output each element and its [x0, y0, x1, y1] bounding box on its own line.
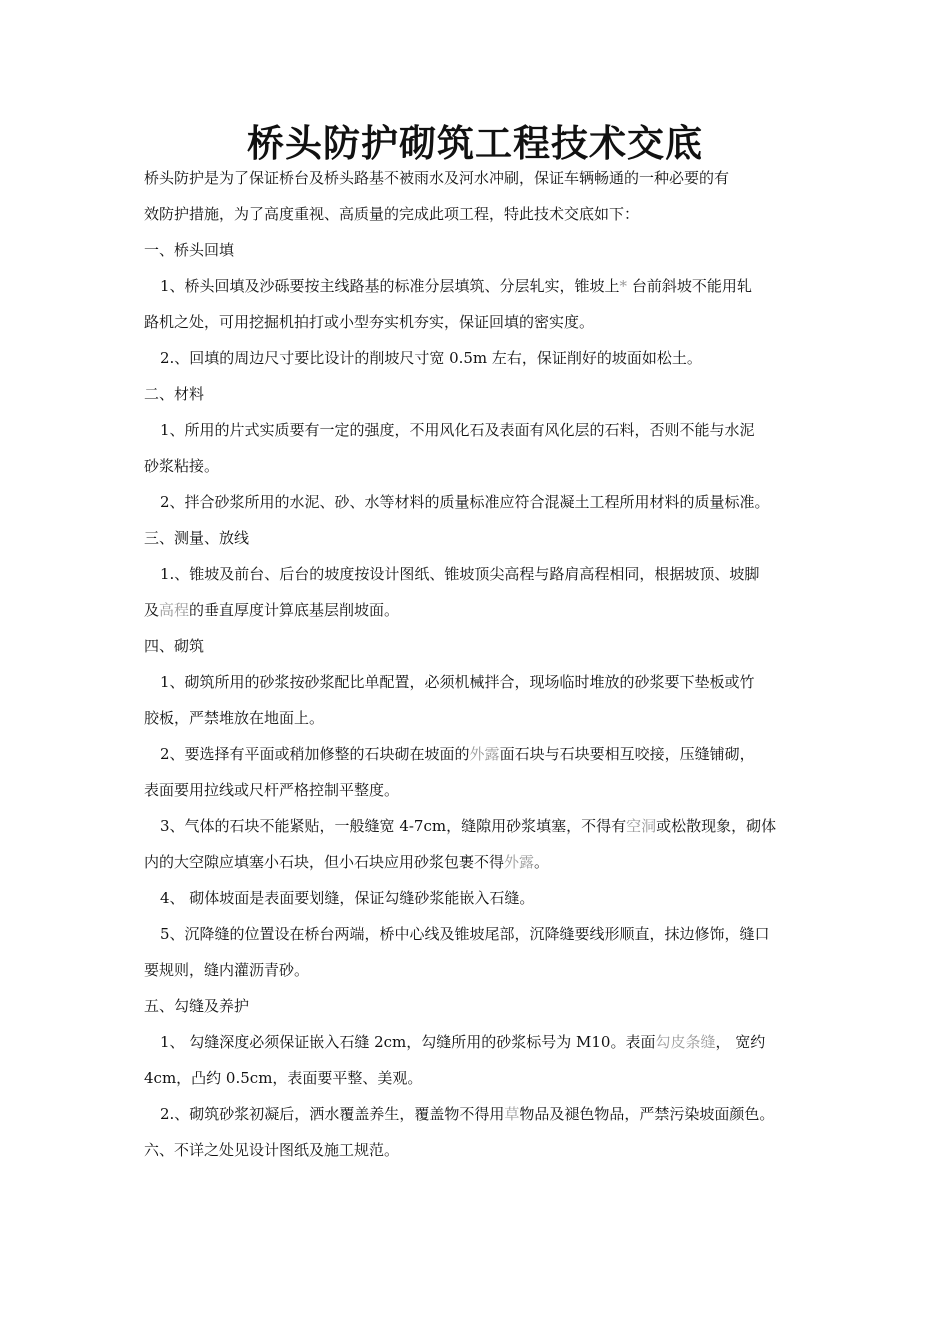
text-span: 2.、砌筑砂浆初凝后，洒水覆盖养生，覆盖物不得用	[160, 1105, 505, 1123]
text-span: 台前斜坡不能用轧	[627, 277, 752, 295]
text-line	[144, 376, 812, 412]
text-line	[144, 412, 812, 448]
text-span: ， 宽约	[715, 1033, 766, 1051]
text-span: 或松散现象，砌体	[656, 817, 777, 835]
text-span: 1、 勾缝深度必须保证嵌入石缝 2cm，勾缝所用的砂浆标号为 M10。表面	[160, 1033, 656, 1051]
grey-text-span: 外露	[504, 853, 535, 871]
text-span: 表面要用拉线或尺杆严格控制平整度。	[144, 781, 400, 799]
text-span: 2、拌合砂浆所用的水泥、砂、水等材料的质量标准应符合混凝土工程所用材料的质量标准。	[160, 493, 770, 511]
text-line	[144, 484, 812, 520]
text-line	[144, 232, 812, 268]
grey-text-span: *	[619, 277, 628, 295]
text-span: 4cm，凸约 0.5cm，表面要平整、美观。	[144, 1069, 423, 1087]
text-line	[144, 196, 812, 232]
grey-text-span: 勾皮条缝	[655, 1033, 716, 1051]
text-span: 胶板，严禁堆放在地面上。	[144, 709, 325, 727]
text-span: 3、气体的石块不能紧贴，一般缝宽 4-7cm，缝隙用砂浆填塞，不得有	[160, 817, 627, 835]
text-span: 二、材料	[144, 385, 205, 403]
text-span: 三、测量、放线	[144, 529, 250, 547]
text-line	[144, 988, 812, 1024]
text-span: 四、砌筑	[144, 637, 205, 655]
text-line	[144, 1024, 812, 1060]
text-line	[144, 808, 812, 844]
text-line	[144, 520, 812, 556]
text-line	[144, 304, 812, 340]
grey-text-span: 外露	[469, 745, 500, 763]
text-span: 1、所用的片式实质要有一定的强度，不用风化石及表面有风化层的石料，否则不能与水泥	[160, 421, 755, 439]
text-line	[144, 1060, 812, 1096]
text-line	[144, 700, 812, 736]
text-span: 1、桥头回填及沙砾要按主线路基的标准分层填筑、分层轧实，锥坡上	[160, 277, 620, 295]
text-line	[144, 556, 812, 592]
text-span: 面石块与石块要相互咬接，压缝铺砌，	[499, 745, 755, 763]
text-span: 的垂直厚度计算底基层削坡面。	[189, 601, 400, 619]
grey-text-span: 空洞	[626, 817, 657, 835]
text-line	[144, 952, 812, 988]
text-line	[144, 664, 812, 700]
text-span: 4、 砌体坡面是表面要划缝，保证勾缝砂浆能嵌入石缝。	[160, 889, 535, 907]
text-line	[144, 340, 812, 376]
text-span: 1.、锥坡及前台、后台的坡度按设计图纸、锥坡顶尖高程与路肩高程相同，根据坡顶、坡脚	[160, 565, 760, 583]
text-line	[144, 1096, 812, 1132]
text-line	[144, 160, 812, 196]
document-title: 桥头防护砌筑工程技术交底	[247, 121, 703, 165]
text-span: 砂浆粘接。	[144, 457, 220, 475]
text-line	[144, 628, 812, 664]
text-span: 桥头防护是为了保证桥台及桥头路基不被雨水及河水冲刷，保证车辆畅通的一种必要的有	[144, 169, 730, 187]
text-span: 要规则，缝内灌沥青砂。	[144, 961, 310, 979]
text-line	[144, 844, 812, 880]
text-span: 2.、回填的周边尺寸要比设计的削坡尺寸宽 0.5m 左右，保证削好的坡面如松土。	[160, 349, 702, 367]
text-span: 内的大空隙应填塞小石块，但小石块应用砂浆包裹不得	[144, 853, 505, 871]
text-line	[144, 880, 812, 916]
grey-text-span: 草	[504, 1105, 520, 1123]
text-line	[144, 592, 812, 628]
grey-text-span: 高程	[159, 601, 190, 619]
text-line	[144, 916, 812, 952]
text-line	[144, 736, 812, 772]
text-line	[144, 448, 812, 484]
text-span: 2、要选择有平面或稍加修整的石块砌在坡面的	[160, 745, 470, 763]
text-span: 5、沉降缝的位置设在桥台两端，桥中心线及锥坡尾部，沉降缝要线形顺直，抹边修饰，缝口	[160, 925, 770, 943]
text-span: 一、桥头回填	[144, 241, 235, 259]
text-span: 路机之处，可用挖掘机拍打或小型夯实机夯实，保证回填的密实度。	[144, 313, 595, 331]
text-line	[144, 268, 812, 304]
text-span: 。	[534, 853, 550, 871]
text-line	[144, 772, 812, 808]
text-span: 效防护措施，为了高度重视、高质量的完成此项工程，特此技术交底如下：	[144, 205, 640, 223]
document-body	[144, 160, 812, 1168]
text-span: 物品及褪色物品，严禁污染坡面颜色。	[519, 1105, 775, 1123]
text-span: 1、砌筑所用的砂浆按砂浆配比单配置，必须机械拌合，现场临时堆放的砂浆要下垫板或竹	[160, 673, 755, 691]
text-line	[144, 1132, 812, 1168]
text-span: 五、勾缝及养护	[144, 997, 250, 1015]
text-span: 及	[144, 601, 160, 619]
text-span: 六、不详之处见设计图纸及施工规范。	[144, 1141, 400, 1159]
